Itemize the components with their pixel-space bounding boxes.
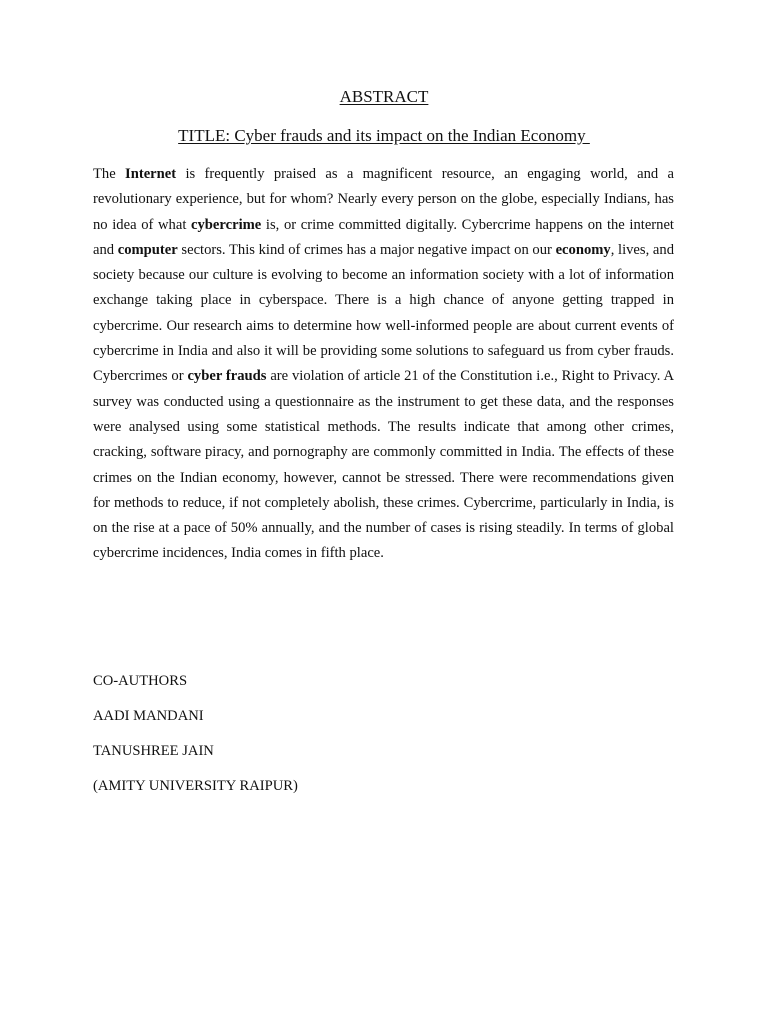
abstract-paragraph: [93, 162, 674, 567]
keyword-economy: economy: [555, 241, 611, 258]
author-name: AADI MANDANI: [93, 708, 204, 724]
abstract-text: The: [93, 166, 126, 182]
keyword-cyber-frauds: cyber frauds: [187, 368, 267, 385]
abstract-heading: ABSTRACT: [339, 87, 429, 106]
keyword-cybercrime: cybercrime: [191, 216, 262, 233]
keyword-internet: Internet: [125, 166, 177, 182]
author-affiliation: (AMITY UNIVERSITY RAIPUR): [93, 778, 298, 794]
author-name: TANUSHREE JAIN: [93, 743, 214, 759]
keyword-computer: computer: [117, 241, 178, 258]
co-authors-block: [93, 672, 298, 812]
abstract-text: is frequently praised as a magnificent resource, an engaging world, and a revolutionary experience, but for whom? Nearly every person on the globe, especially Indians, has no idea of what: [93, 166, 675, 233]
abstract-text: sectors. This kind of crimes has a major negative impact on our: [177, 241, 556, 258]
abstract-text: , lives, and society because our culture is evolving to become an information society with a lot of information exchange taking place in cyberspace. There is a high chance of anyone getting trapped in cybercrime. Our research aims to determine how well-informed people are about current events of cybercrime in India and also it will be providing some solutions to safeguard us from cyber frauds. Cybercrimes or: [93, 241, 674, 385]
paper-title: TITLE: Cyber frauds and its impact on the Indian Economy: [178, 126, 590, 145]
co-authors-label: CO-AUTHORS: [93, 673, 188, 689]
abstract-text: are violation of article 21 of the Constitution i.e., Right to Privacy. A survey was conducted using a questionnaire as the instrument to get these data, and the responses were analysed using some statistical methods. The results indicate that among other crimes, cracking, software piracy, and pornography are commonly committed in India. The effects of these crimes on the Indian economy, however, cannot be stressed. There were recommendations given for methods to reduce, if not completely abolish, these crimes. Cybercrime, particularly in India, is on the rise at a pace of 50% annually, and the number of cases is rising steadily. In terms of global cybercrime incidences, India comes in fifth place.: [93, 368, 674, 562]
abstract-text: is, or crime committed digitally. Cybercrime happens on the internet and: [93, 216, 674, 258]
